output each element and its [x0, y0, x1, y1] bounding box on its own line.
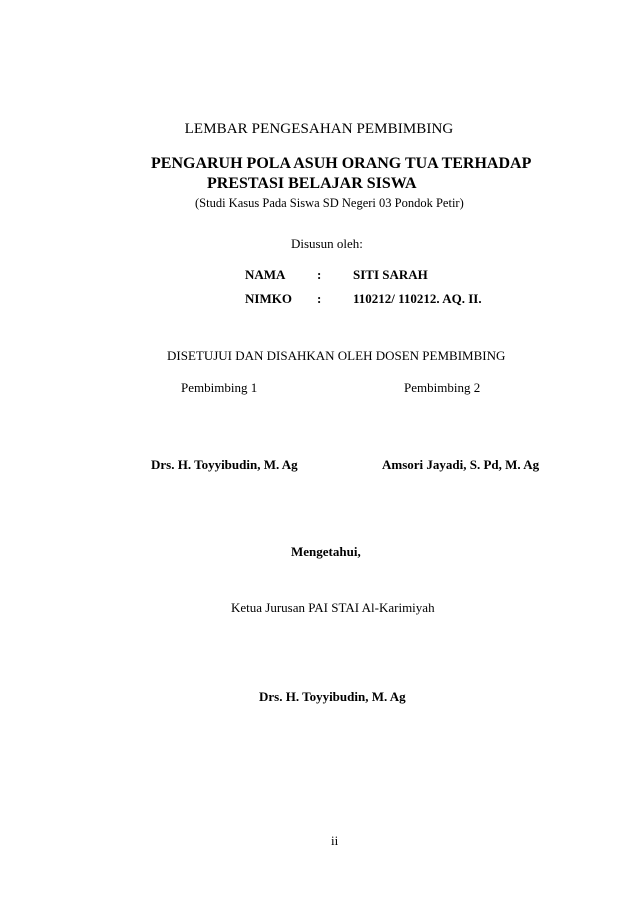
- thesis-title-line-1: PENGARUH POLA ASUH ORANG TUA TERHADAP: [151, 155, 532, 172]
- nim-label: NIMKO: [245, 291, 292, 306]
- name-separator: :: [317, 267, 322, 282]
- department-head-title: Ketua Jurusan PAI STAI Al-Karimiyah: [231, 600, 435, 615]
- advisor-2-label: Pembimbing 2: [404, 380, 481, 395]
- advisor-1-label: Pembimbing 1: [181, 380, 258, 395]
- approval-statement: DISETUJUI DAN DISAHKAN OLEH DOSEN PEMBIMBING: [167, 348, 506, 363]
- advisor-2-name: Amsori Jayadi, S. Pd, M. Ag: [382, 457, 540, 472]
- thesis-subtitle: (Studi Kasus Pada Siswa SD Negeri 03 Pondok Petir): [195, 196, 464, 210]
- page-heading: LEMBAR PENGESAHAN PEMBIMBING: [184, 121, 454, 137]
- acknowledged-label: Mengetahui,: [291, 544, 361, 559]
- prepared-by-label: Disusun oleh:: [291, 236, 363, 251]
- thesis-title-line-2: PRESTASI BELAJAR SISWA: [207, 175, 417, 192]
- page-number: ii: [331, 833, 339, 848]
- department-head-name: Drs. H. Toyyibudin, M. Ag: [259, 689, 406, 704]
- nim-separator: :: [317, 291, 322, 306]
- author-nim: 110212/ 110212. AQ. II.: [353, 291, 482, 306]
- name-label: NAMA: [245, 267, 286, 282]
- advisor-1-name: Drs. H. Toyyibudin, M. Ag: [151, 457, 298, 472]
- author-name: SITI SARAH: [353, 267, 428, 282]
